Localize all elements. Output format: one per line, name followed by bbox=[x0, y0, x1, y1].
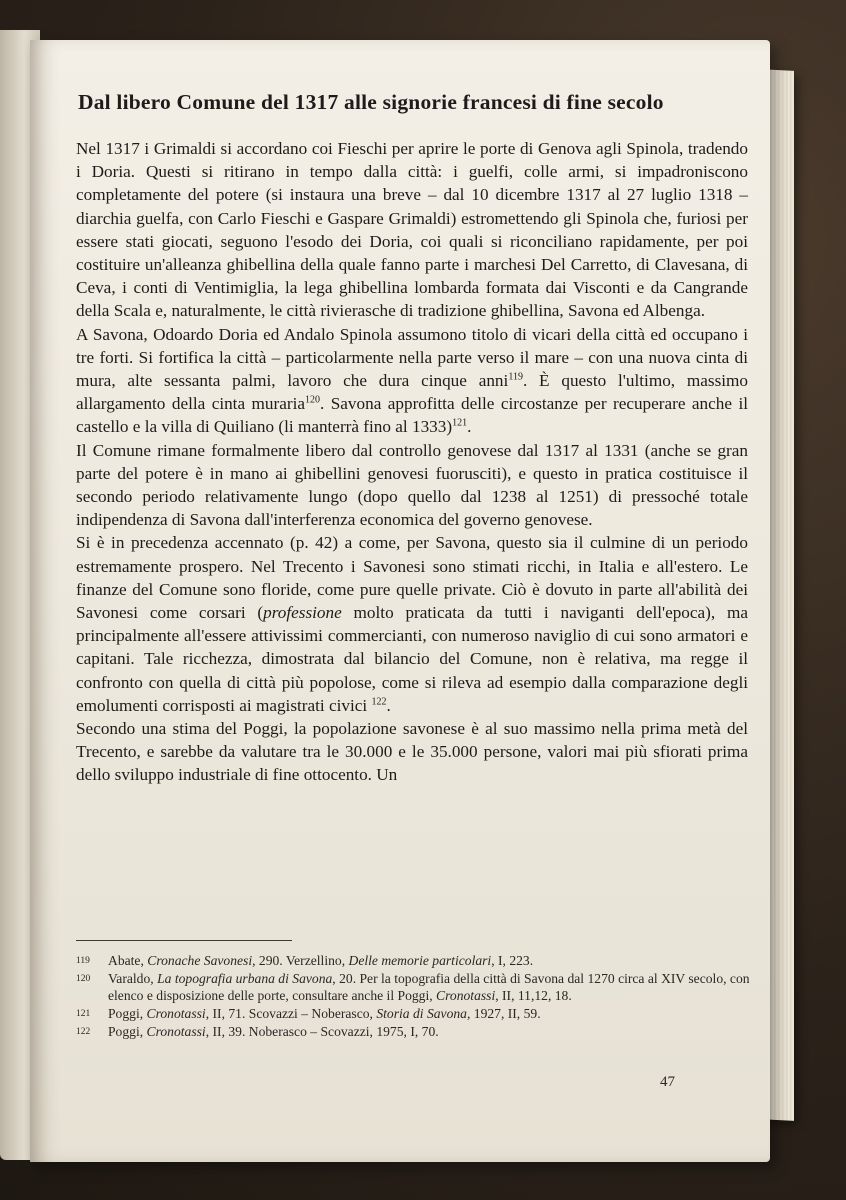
footnote bbox=[76, 1023, 756, 1040]
footnote-number: 121 bbox=[76, 1009, 91, 1019]
footnote bbox=[76, 970, 756, 1004]
footnote-number: 119 bbox=[76, 956, 90, 966]
footnote-text: Poggi, Cronotassi, II, 39. Noberasco – Scovazzi, 1975, I, 70. bbox=[108, 1024, 439, 1039]
italic-term: professione bbox=[263, 603, 342, 623]
page-content bbox=[76, 90, 748, 787]
footnote-text: Abate, Cronache Savonesi, 290. Verzellino, Delle memorie particolari, I, 223. bbox=[108, 953, 534, 968]
footnote-number: 120 bbox=[76, 974, 91, 984]
paragraph-text: molto praticata da tutti i naviganti dell'epoca), ma principalmente all'essere attivissimi commercianti, con numeroso naviglio di cui sono armatori e capitani. Tale ricchezza, dimostrata dal bilancio del Comune, non è relativa, ma regge il confronto con quella di città più popolose, come si rileva ad esempio dalla comparazione degli emolumenti corrisposti ai magistrati civici bbox=[76, 603, 748, 715]
footnote-number: 122 bbox=[76, 1027, 91, 1037]
footnote-text: Varaldo, La topografia urbana di Savona, 20. Per la topografia della città di Savona dal 1270 circa al XIV secolo, con elenco e disposizione delle porte, consultare anche il Poggi, Cronotassi, II, 11,12, 18. bbox=[108, 971, 750, 1003]
footnotes bbox=[76, 952, 756, 1041]
paragraph-2 bbox=[76, 323, 748, 439]
paragraph-3 bbox=[76, 439, 748, 532]
page-number: 47 bbox=[660, 1074, 675, 1090]
paragraph-text: . bbox=[386, 695, 391, 715]
paragraph-text: Si è in precedenza accennato (p. 42) a come, per Savona, questo sia il culmine di un periodo estremamente prospero. Nel Trecento i Savonesi sono stimati ricchi, in Italia e all'estero. Le finanze del Comune sono floride, come pure quelle private. Ciò è dovuto in parte all'abilità dei Savonesi come corsari ( bbox=[76, 533, 748, 623]
paragraph-4 bbox=[76, 531, 748, 717]
paragraph-text: . Savona approfitta delle circostanze per recuperare anche il castello e la villa di Quiliano (li manterrà fino al 1333) bbox=[76, 394, 748, 437]
paragraph-5 bbox=[76, 717, 748, 787]
body-text bbox=[76, 137, 748, 787]
footnote-text: Poggi, Cronotassi, II, 71. Scovazzi – Noberasco, Storia di Savona, 1927, II, 59. bbox=[108, 1006, 541, 1021]
footnote bbox=[76, 1005, 756, 1022]
paragraph-text: Secondo una stima del Poggi, la popolazione savonese è al suo massimo nella prima metà del Trecento, e sarebbe da valutare tra le 30.000 e le 35.000 persone, valori mai più sfiorati prima dello sviluppo industriale di fine ottocento. Un bbox=[76, 719, 748, 785]
paragraph-text: Il Comune rimane formalmente libero dal controllo genovese dal 1317 al 1331 (anche se gran parte del potere è in mano ai ghibellini genovesi fuorusciti), e questo in pratica costituisce il secondo periodo relativamente lungo (dopo quello dal 1238 al 1251) di pressoché totale indipendenza di Savona dall'interferenza economica del governo genovese. bbox=[76, 440, 748, 530]
page-title: Dal libero Comune del 1317 alle signorie francesi di fine secolo bbox=[78, 90, 664, 114]
paragraph-1 bbox=[76, 137, 748, 323]
paragraph-text: A Savona, Odoardo Doria ed Andalo Spinola assumono titolo di vicari della città ed occupano i tre forti. Si fortifica la città – particolarmente nella parte verso il mare – con una nuova cinta di mura, alte sessanta palmi, lavoro che dura cinque anni bbox=[76, 324, 748, 391]
footnote-ref: 121 bbox=[452, 417, 468, 429]
footnote bbox=[76, 952, 756, 969]
footnote-ref: 119 bbox=[508, 371, 523, 383]
book-page bbox=[30, 40, 770, 1162]
footnote-ref: 120 bbox=[304, 394, 320, 406]
paragraph-text: Nel 1317 i Grimaldi si accordano coi Fieschi per aprire le porte di Genova agli Spinola, tradendo i Doria. Questi si ritirano in tempo dalla città: i guelfi, colle armi, si impadroniscono completamente del potere (si instaura una breve – dal 10 dicembre 1317 al 27 luglio 1318 – diarchia guelfa, con Carlo Fieschi e Gaspare Grimaldi) estromettendo gli Spinola che, furiosi per essere stati giocati, seguono l'esodo dei Doria, coi quali si riconciliano rapidamente, per poi costituire un'alleanza ghibellina della quale fanno parte i marchesi Del Carretto, di Clavesana, di Ceva, i conti di Ventimiglia, la lega ghibellina lombarda formata dai Visconti e da Cangrande della Scala e, naturalmente, le città rivierasche di tradizione ghibellina, Savona ed Albenga. bbox=[76, 139, 748, 321]
footnote-ref: 122 bbox=[371, 696, 387, 708]
paragraph-text: . bbox=[467, 417, 472, 437]
paragraph-text: . È questo l'ultimo, massimo allargamento della cinta muraria bbox=[76, 371, 748, 414]
footnote-divider bbox=[76, 940, 292, 941]
